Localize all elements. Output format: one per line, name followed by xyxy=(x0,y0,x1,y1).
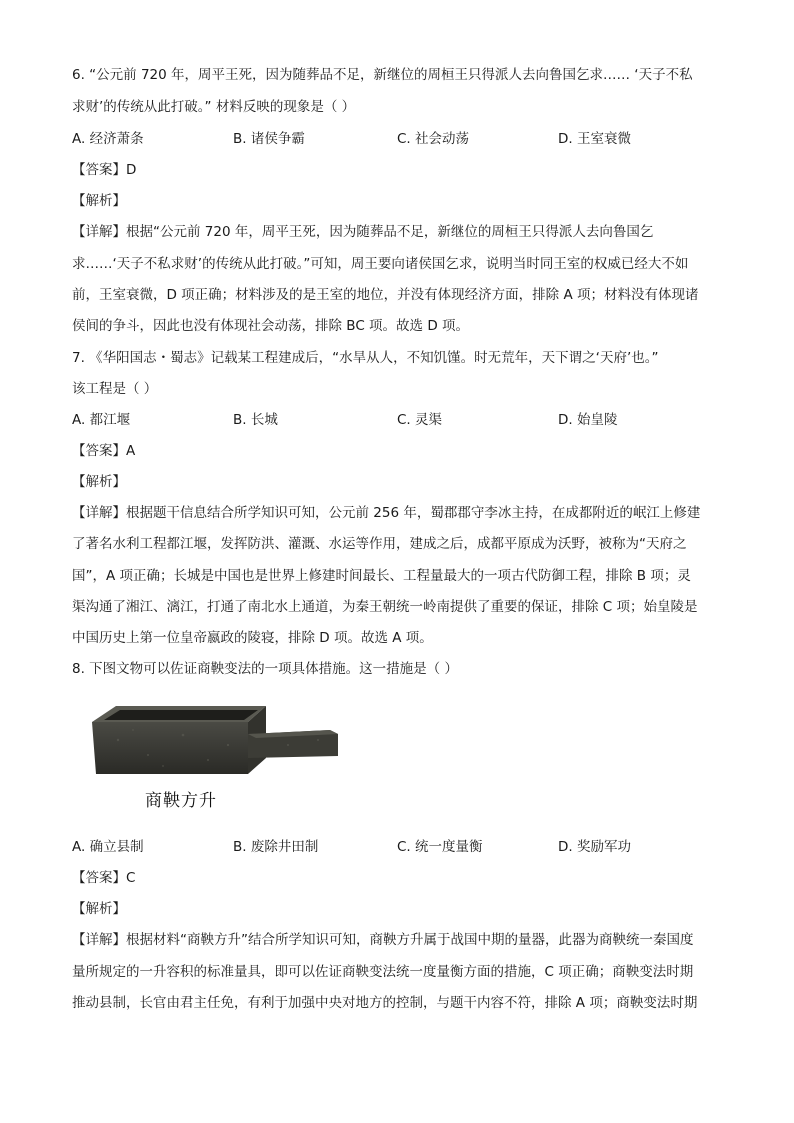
q6-detail-line-1: 【详解】根据“公元前 720 年，周平王死，因为随葬品不足，新继位的周桓王只得派人去向鲁国乞 xyxy=(72,224,654,240)
q7-detail-line-4: 渠沟通了湘江、漓江，打通了南北水上通道，为秦王朝统一岭南提供了重要的保证，排除 C 项；始皇陵是 xyxy=(72,599,698,615)
q7-option-d: D. 始皇陵 xyxy=(558,412,618,428)
q6-stem-line-1: 6. “公元前 720 年，周平王死，因为随葬品不足，新继位的周桓王只得派人去向鲁国乞求…… ‘天子不私 xyxy=(72,67,693,83)
q7-answer: 【答案】A xyxy=(72,443,136,459)
q6-analysis-label: 【解析】 xyxy=(72,193,126,209)
q8-detail-line-1: 【详解】根据材料“商鞅方升”结合所学知识可知，商鞅方升属于战国中期的量器，此器为商鞅统一秦国度 xyxy=(72,932,694,948)
q6-answer: 【答案】D xyxy=(72,162,137,178)
q7-analysis-label: 【解析】 xyxy=(72,474,126,490)
q8-option-d: D. 奖励军功 xyxy=(558,839,631,855)
q7-stem-line-1: 7. 《华阳国志・蜀志》记载某工程建成后，“水旱从人，不知饥馑。时无荒年，天下谓之‘天府’也。” xyxy=(72,350,659,366)
q8-option-b: B. 废除井田制 xyxy=(233,839,319,855)
q7-detail-line-2: 了著名水利工程都江堰，发挥防洪、灌溉、水运等作用，建成之后，成都平原成为沃野，被称为“天府之 xyxy=(72,536,687,552)
q8-answer: 【答案】C xyxy=(72,870,136,886)
q6-option-b: B. 诸侯争霸 xyxy=(233,131,305,147)
q6-stem-line-2: 求财’的传统从此打破。” 材料反映的现象是（ ） xyxy=(72,99,356,115)
q7-detail-line-3: 国”，A 项正确；长城是中国也是世界上修建时间最长、工程量最大的一项古代防御工程，排除 B 项；灵 xyxy=(72,568,691,584)
q8-detail-line-2: 量所规定的一升容积的标准量具，即可以佐证商鞅变法统一度量衡方面的措施，C 项正确；商鞅变法时期 xyxy=(72,964,694,980)
q7-stem-line-2: 该工程是（ ） xyxy=(72,381,158,397)
q7-option-a: A. 都江堰 xyxy=(72,412,131,428)
q8-stem-line-1: 8. 下图文物可以佐证商鞅变法的一项具体措施。这一措施是（ ） xyxy=(72,661,458,677)
q6-option-d: D. 王室衰微 xyxy=(558,131,631,147)
shang-yang-square-sheng-image xyxy=(88,700,348,815)
q6-detail-line-2: 求……‘天子不私求财’的传统从此打破。”可知，周王要向诸侯国乞求，说明当时同王室的权威已经大不如 xyxy=(72,256,689,272)
q6-option-a: A. 经济萧条 xyxy=(72,131,144,147)
q7-detail-line-1: 【详解】根据题干信息结合所学知识可知，公元前 256 年，蜀郡郡守李冰主持，在成都附近的岷江上修建 xyxy=(72,505,701,521)
q6-option-c: C. 社会动荡 xyxy=(397,131,470,147)
image-caption: 商鞅方升 xyxy=(145,791,217,811)
q8-detail-line-3: 推动县制，长官由君主任免，有利于加强中央对地方的控制，与题干内容不符，排除 A 项；商鞅变法时期 xyxy=(72,995,698,1011)
q8-analysis-label: 【解析】 xyxy=(72,901,126,917)
q6-detail-line-4: 侯间的争斗，因此也没有体现社会动荡，排除 BC 项。故选 D 项。 xyxy=(72,318,470,334)
q7-detail-line-5: 中国历史上第一位皇帝嬴政的陵寝，排除 D 项。故选 A 项。 xyxy=(72,630,433,646)
q7-option-c: C. 灵渠 xyxy=(397,412,443,428)
q8-option-a: A. 确立县制 xyxy=(72,839,144,855)
q8-option-c: C. 统一度量衡 xyxy=(397,839,483,855)
q7-option-b: B. 长城 xyxy=(233,412,278,428)
q6-detail-line-3: 前，王室衰微，D 项正确；材料涉及的是王室的地位，并没有体现经济方面，排除 A 项；材料没有体现诸 xyxy=(72,287,699,303)
